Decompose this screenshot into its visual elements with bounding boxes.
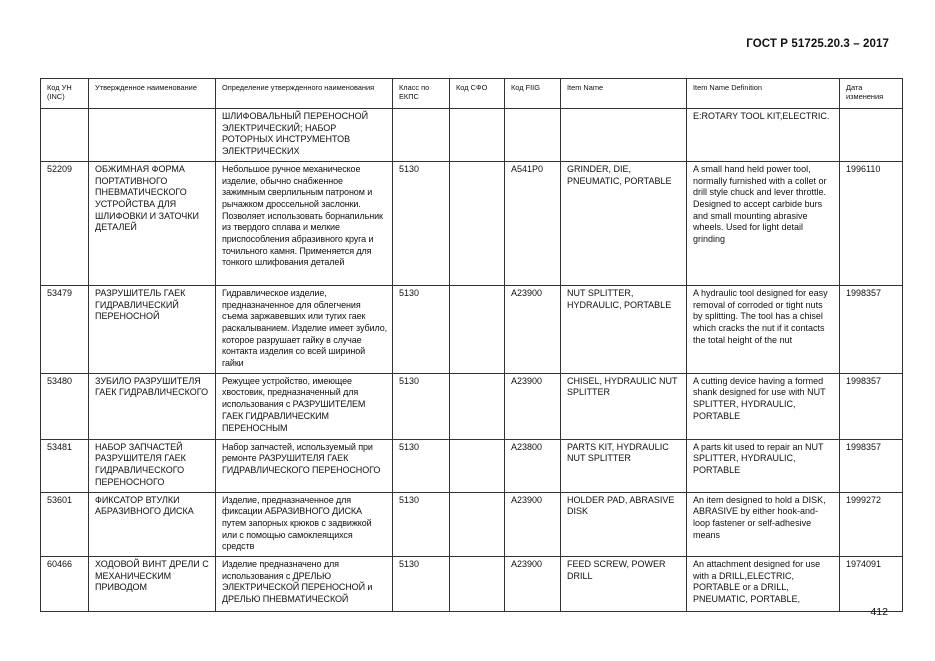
cell-date: 1998357 (840, 373, 903, 439)
table-row (41, 492, 903, 557)
table-row (41, 373, 903, 439)
table-row (41, 109, 903, 162)
cell-item-name: HOLDER PAD, ABRASIVE DISK (561, 492, 687, 557)
cell-item-def: E:ROTARY TOOL KIT,ELECTRIC. (687, 109, 840, 162)
classification-table (40, 78, 903, 612)
cell-fiig: A541P0 (505, 161, 561, 285)
cell-date (840, 109, 903, 162)
cell-inc: 52209 (41, 161, 89, 285)
table-row (41, 439, 903, 492)
cell-date: 1999272 (840, 492, 903, 557)
cell-name-ru (89, 109, 216, 162)
cell-date: 1998357 (840, 439, 903, 492)
col-header-date: Дата изменения (840, 79, 903, 109)
cell-name-ru: РАЗРУШИТЕЛЬ ГАЕК ГИДРАВЛИЧЕСКИЙ ПЕРЕНОСНОЙ (89, 285, 216, 373)
cell-ekps (393, 109, 450, 162)
table-row (41, 161, 903, 285)
col-header-ekps: Класс по ЕКПС (393, 79, 450, 109)
cell-ekps: 5130 (393, 285, 450, 373)
col-header-item-def: Item Name Definition (687, 79, 840, 109)
cell-item-def: A parts kit used to repair an NUT SPLITTER, HYDRAULIC, PORTABLE (687, 439, 840, 492)
cell-sfo (450, 161, 505, 285)
cell-name-ru: НАБОР ЗАПЧАСТЕЙ РАЗРУШИТЕЛЯ ГАЕК ГИДРАВЛИЧЕСКОГО ПЕРЕНОСНОГО (89, 439, 216, 492)
table-row (41, 557, 903, 612)
cell-sfo (450, 373, 505, 439)
cell-date: 1974091 (840, 557, 903, 612)
col-header-sfo: Код СФО (450, 79, 505, 109)
cell-def-ru: Гидравлическое изделие, предназначенное для облегчения съема заржавевших или тугих гаек раскалыванием. Изделие имеет зубило, которое разрушает гайку в случае контакта изделия со всей шириной гайки (216, 285, 393, 373)
cell-date: 1998357 (840, 285, 903, 373)
cell-item-name: FEED SCREW, POWER DRILL (561, 557, 687, 612)
cell-item-name: CHISEL, HYDRAULIC NUT SPLITTER (561, 373, 687, 439)
col-header-inc: Код УН (INC) (41, 79, 89, 109)
cell-date: 1996110 (840, 161, 903, 285)
cell-def-ru: ШЛИФОВАЛЬНЫЙ ПЕРЕНОСНОЙ ЭЛЕКТРИЧЕСКИЙ; НАБОР РОТОРНЫХ ИНСТРУМЕНТОВ ЭЛЕКТРИЧЕСКИХ (216, 109, 393, 162)
cell-item-def: A cutting device having a formed shank designed for use with NUT SPLITTER, HYDRAULIC, PORTABLE (687, 373, 840, 439)
cell-name-ru: ФИКСАТОР ВТУЛКИ АБРАЗИВНОГО ДИСКА (89, 492, 216, 557)
cell-item-name (561, 109, 687, 162)
cell-def-ru: Набор запчастей, используемый при ремонте РАЗРУШИТЕЛЯ ГАЕК ГИДРАВЛИЧЕСКОГО ПЕРЕНОСНОГО (216, 439, 393, 492)
cell-fiig: A23900 (505, 285, 561, 373)
table-row (41, 285, 903, 373)
cell-ekps: 5130 (393, 557, 450, 612)
cell-inc (41, 109, 89, 162)
cell-sfo (450, 109, 505, 162)
page-number: 412 (870, 606, 888, 618)
cell-ekps: 5130 (393, 373, 450, 439)
table-header-row (41, 79, 903, 109)
cell-ekps: 5130 (393, 492, 450, 557)
cell-item-def: An attachment designed for use with a DRILL,ELECTRIC, PORTABLE or a DRILL, PNEUMATIC, PORTABLE, (687, 557, 840, 612)
cell-inc: 53479 (41, 285, 89, 373)
cell-item-def: An item designed to hold a DISK, ABRASIVE by either hook-and-loop fastener or self-adhesive means (687, 492, 840, 557)
cell-fiig: A23900 (505, 373, 561, 439)
cell-inc: 60466 (41, 557, 89, 612)
cell-ekps: 5130 (393, 439, 450, 492)
cell-inc: 53480 (41, 373, 89, 439)
cell-sfo (450, 439, 505, 492)
cell-sfo (450, 285, 505, 373)
cell-def-ru: Режущее устройство, имеющее хвостовик, предназначенный для использования с РАЗРУШИТЕЛЕМ ГАЕК ГИДРАВЛИЧЕСКИМ ПЕРЕНОСНЫМ (216, 373, 393, 439)
cell-def-ru: Изделие, предназначенное для фиксации АБРАЗИВНОГО ДИСКА путем запорных крюков с задвижкой или с помощью самоклеящихся средств (216, 492, 393, 557)
cell-name-ru: ОБЖИМНАЯ ФОРМА ПОРТАТИВНОГО ПНЕВМАТИЧЕСКОГО УСТРОЙСТВА ДЛЯ ШЛИФОВКИ И ЗАТОЧКИ ДЕТАЛЕЙ (89, 161, 216, 285)
cell-item-def: A small hand held power tool, normally furnished with a collet or drill style chuck and lever throttle. Designed to accept carbide burs and small mounting abrasive wheels. Used for light detail grinding (687, 161, 840, 285)
cell-fiig: A23900 (505, 557, 561, 612)
cell-fiig: A23800 (505, 439, 561, 492)
cell-fiig (505, 109, 561, 162)
cell-name-ru: ХОДОВОЙ ВИНТ ДРЕЛИ С МЕХАНИЧЕСКИМ ПРИВОДОМ (89, 557, 216, 612)
col-header-item-name: Item Name (561, 79, 687, 109)
cell-ekps: 5130 (393, 161, 450, 285)
cell-item-name: PARTS KIT, HYDRAULIC NUT SPLITTER (561, 439, 687, 492)
cell-def-ru: Изделие предназначено для использования с ДРЕЛЬЮ ЭЛЕКТРИЧЕСКОЙ ПЕРЕНОСНОЙ и ДРЕЛЬЮ ПНЕВМАТИЧЕСКОЙ (216, 557, 393, 612)
cell-item-name: GRINDER, DIE, PNEUMATIC, PORTABLE (561, 161, 687, 285)
cell-def-ru: Небольшое ручное механическое изделие, обычно снабженное зажимным сверлильным патроном и рычажком дроссельной заслонки. Позволяет использовать борнапильник из твердого сплава и мелкие приспособления абразивного круга и точильного камня. Применяется для тонкого шлифования деталей (216, 161, 393, 285)
document-header: ГОСТ Р 51725.20.3 – 2017 (746, 38, 889, 50)
cell-name-ru: ЗУБИЛО РАЗРУШИТЕЛЯ ГАЕК ГИДРАВЛИЧЕСКОГО (89, 373, 216, 439)
cell-sfo (450, 492, 505, 557)
cell-inc: 53481 (41, 439, 89, 492)
col-header-name-ru: Утвержденное наименование (89, 79, 216, 109)
cell-item-name: NUT SPLITTER, HYDRAULIC, PORTABLE (561, 285, 687, 373)
cell-fiig: A23900 (505, 492, 561, 557)
col-header-def-ru: Определение утвержденного наименования (216, 79, 393, 109)
cell-inc: 53601 (41, 492, 89, 557)
cell-item-def: A hydraulic tool designed for easy removal of corroded or tight nuts by splitting. The tool has a chisel which cracks the nut if it contacts the total height of the nut (687, 285, 840, 373)
col-header-fiig: Код FIIG (505, 79, 561, 109)
cell-sfo (450, 557, 505, 612)
